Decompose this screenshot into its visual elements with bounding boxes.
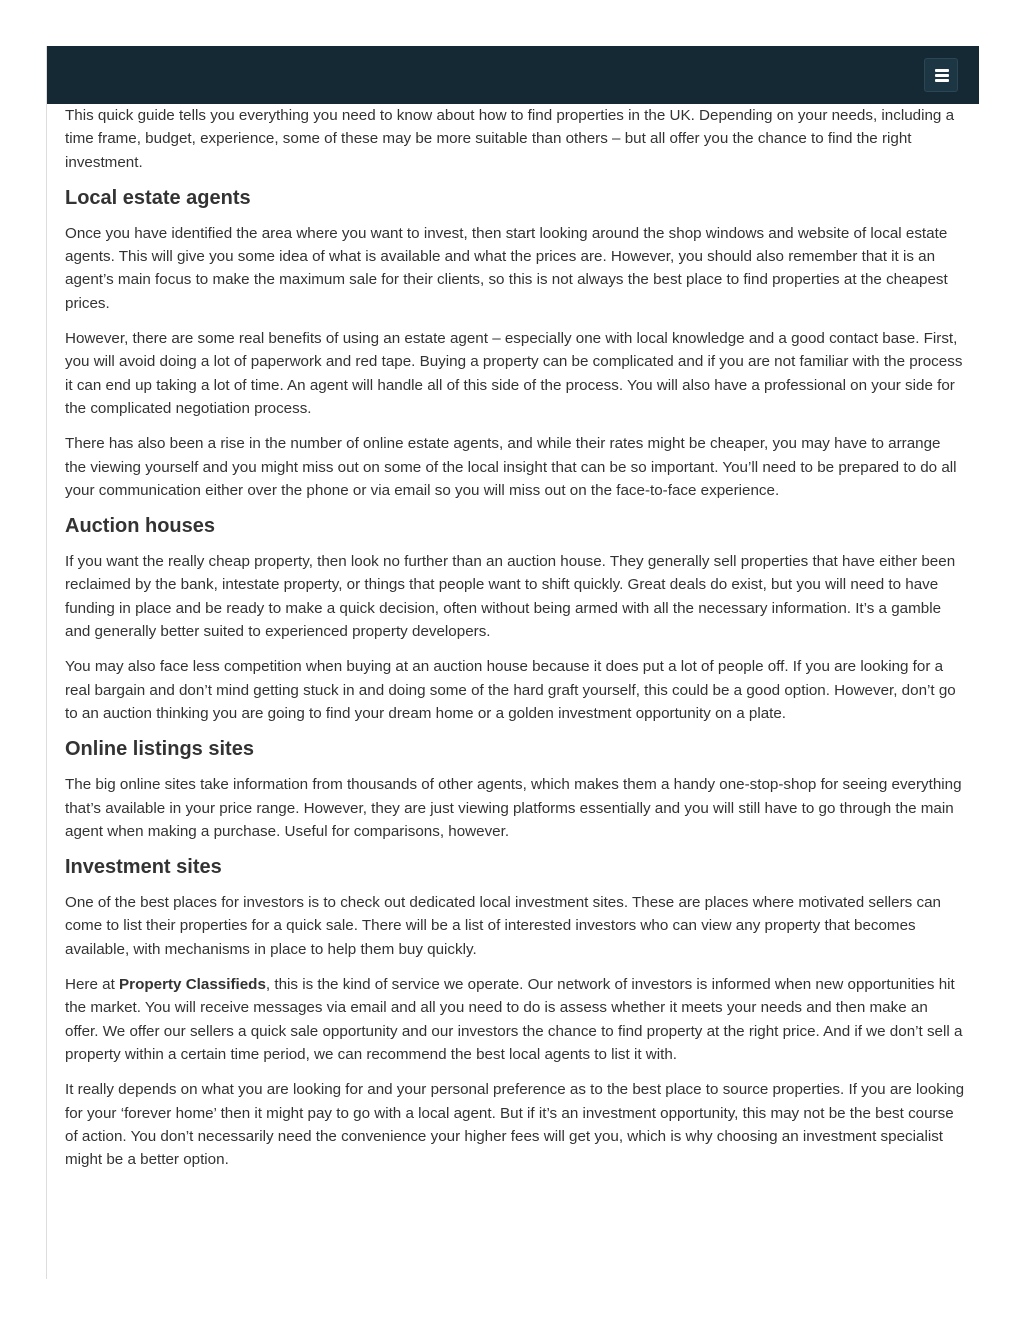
paragraph: There has also been a rise in the number of online estate agents, and while their rates might be cheaper, you may have to arrange the viewing yourself and you might miss out on some of the local insight that can be so important. You’ll need to be prepared to do all your communication either over the phone or via email so you will miss out on the face-to-face experience. — [65, 435, 957, 499]
article-content — [65, 104, 965, 1183]
hamburger-menu-icon — [935, 69, 949, 72]
section-heading-investment-sites: Investment sites — [65, 856, 222, 879]
section-heading-auction-houses: Auction houses — [65, 515, 216, 538]
menu-toggle-button[interactable] — [924, 58, 958, 92]
paragraph: The big online sites take information from thousands of other agents, which makes them a handy one-stop-shop for seeing everything that’s available in your price range. However, they are just viewing platforms essentially and you will still have to go through the main agent when making a purchase. Useful for comparisons, however. — [65, 776, 962, 840]
section-heading-local-estate-agents: Local estate agents — [65, 186, 251, 209]
paragraph-prefix: Here at — [65, 976, 120, 994]
paragraph: One of the best places for investors is to check out dedicated local investment sites. These are places where motivated sellers can come to list their properties for a quick sale. There will be a list of interested investors who can view any property that becomes available, with mechanisms in place to help them buy quickly. — [65, 894, 941, 958]
closing-paragraph: It really depends on what you are looking for and your personal preference as to the best place to source properties. If you are looking for your ‘forever home’ then it might pay to go with a local agent. But if it’s an investment opportunity, this may not be the best course of action. You don’t necessarily need the convenience your higher fees will get you, which is why choosing an investment specialist might be a better option. — [65, 1081, 965, 1169]
hamburger-menu-icon-bar — [935, 79, 949, 82]
paragraph: Once you have identified the area where you want to invest, then start looking around the shop windows and website of local estate agents. This will give you some idea of what is available and what the prices are. However, you should also remember that it is an agent’s main focus to make the maximum sale for their clients, so this is not always the best place to find properties at the cheapest prices. — [65, 224, 948, 312]
top-navbar — [47, 46, 979, 104]
hamburger-menu-icon-bar — [935, 74, 949, 77]
paragraph-suffix: , this is the kind of service we operate. Our network of investors is informed when new opportunities hit the market. You will receive messages via email and all you need to do is assess whether it meets your needs and then make an offer. We offer our sellers a quick sale opportunity and our investors the chance to find property at the right price. And if we don’t sell a property within a certain time period, we can recommend the best local agents to list it with. — [65, 976, 963, 1063]
paragraph: You may also face less competition when buying at an auction house because it does put a lot of people off. If you are looking for a real bargain and don’t mind getting stuck in and doing some of the hard graft yourself, this could be a good option. However, don’t go to an auction thinking you are going to find your dream home or a golden investment opportunity on a plate. — [65, 658, 956, 722]
property-classifieds-paragraph — [65, 973, 965, 1066]
page-container — [46, 46, 979, 1279]
section-heading-online-listings-sites: Online listings sites — [65, 738, 254, 761]
intro-paragraph: This quick guide tells you everything you need to know about how to find properties in the UK. Depending on your needs, including a time frame, budget, experience, some of these may be more suitable than others – but all offer you the chance to find the right investment. — [65, 107, 955, 171]
paragraph: However, there are some real benefits of using an estate agent – especially one with local knowledge and a good contact base. First, you will avoid doing a lot of paperwork and red tape. Buying a property can be complicated and if you are not familiar with the process it can end up taking a lot of time. An agent will handle all of this side of the process. You will also have a professional on your side for the complicated negotiation process. — [65, 330, 963, 417]
paragraph: If you want the really cheap property, then look no further than an auction house. They generally sell properties that have either been reclaimed by the bank, intestate property, or things that people want to shift quickly. Great deals do exist, but you will need to have funding in place and be ready to make a quick decision, often without being armed with all the necessary information. It’s a gamble and generally better suited to experienced property developers. — [65, 553, 956, 641]
brand-name: Property Classifieds — [119, 976, 266, 994]
